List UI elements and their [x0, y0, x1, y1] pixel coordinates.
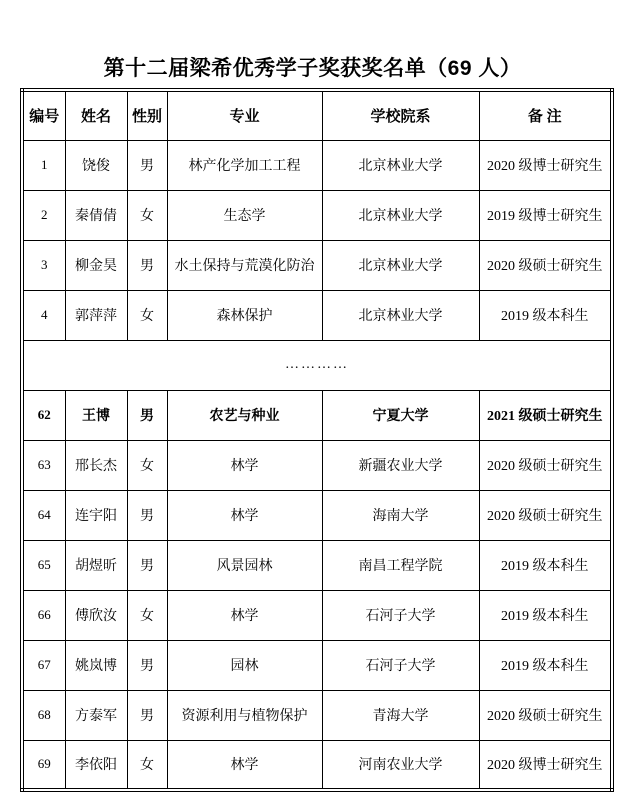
cell-school: 北京林业大学: [322, 240, 479, 290]
award-winners-table: [20, 88, 614, 792]
header-school: 学校院系: [322, 90, 479, 140]
cell-gender: 女: [127, 190, 167, 240]
table-row: [22, 740, 612, 790]
table-row: [22, 690, 612, 740]
cell-gender: 女: [127, 740, 167, 790]
cell-note: 2019 级本科生: [479, 290, 612, 340]
cell-gender: 男: [127, 690, 167, 740]
table-row: [22, 390, 612, 440]
cell-gender: 女: [127, 590, 167, 640]
cell-school: 石河子大学: [322, 590, 479, 640]
cell-major: 园林: [167, 640, 322, 690]
header-major: 专业: [167, 90, 322, 140]
cell-name: 方泰军: [65, 690, 127, 740]
header-gender: 性别: [127, 90, 167, 140]
cell-major: 资源利用与植物保护: [167, 690, 322, 740]
cell-number: 68: [22, 690, 65, 740]
cell-name: 李依阳: [65, 740, 127, 790]
cell-gender: 女: [127, 290, 167, 340]
table-row: [22, 140, 612, 190]
ellipsis-row: [22, 340, 612, 390]
cell-gender: 男: [127, 540, 167, 590]
cell-name: 连宇阳: [65, 490, 127, 540]
cell-number: 2: [22, 190, 65, 240]
table-header-row: [22, 90, 612, 140]
cell-note: 2020 级博士研究生: [479, 740, 612, 790]
cell-major: 林学: [167, 440, 322, 490]
cell-name: 傅欣汝: [65, 590, 127, 640]
header-note: 备 注: [479, 90, 612, 140]
table-row: [22, 240, 612, 290]
cell-note: 2020 级博士研究生: [479, 140, 612, 190]
header-number: 编号: [22, 90, 65, 140]
cell-note: 2020 级硕士研究生: [479, 240, 612, 290]
cell-name: 王博: [65, 390, 127, 440]
cell-name: 秦倩倩: [65, 190, 127, 240]
cell-number: 69: [22, 740, 65, 790]
cell-major: 林学: [167, 490, 322, 540]
table-row: [22, 290, 612, 340]
cell-name: 郭萍萍: [65, 290, 127, 340]
cell-note: 2019 级本科生: [479, 590, 612, 640]
cell-name: 胡煜昕: [65, 540, 127, 590]
cell-major: 林学: [167, 590, 322, 640]
header-name: 姓名: [65, 90, 127, 140]
cell-major: 水土保持与荒漠化防治: [167, 240, 322, 290]
cell-number: 3: [22, 240, 65, 290]
cell-number: 67: [22, 640, 65, 690]
cell-major: 风景园林: [167, 540, 322, 590]
cell-number: 1: [22, 140, 65, 190]
cell-major: 农艺与种业: [167, 390, 322, 440]
cell-name: 姚岚博: [65, 640, 127, 690]
table-row: [22, 490, 612, 540]
cell-number: 66: [22, 590, 65, 640]
cell-note: 2019 级本科生: [479, 540, 612, 590]
table-row: [22, 440, 612, 490]
cell-school: 宁夏大学: [322, 390, 479, 440]
cell-number: 65: [22, 540, 65, 590]
ellipsis-text: …………: [22, 340, 612, 390]
table-row: [22, 190, 612, 240]
cell-school: 北京林业大学: [322, 190, 479, 240]
cell-major: 森林保护: [167, 290, 322, 340]
cell-name: 邢长杰: [65, 440, 127, 490]
cell-school: 海南大学: [322, 490, 479, 540]
cell-note: 2019 级本科生: [479, 640, 612, 690]
table-row: [22, 540, 612, 590]
cell-number: 63: [22, 440, 65, 490]
cell-school: 新疆农业大学: [322, 440, 479, 490]
cell-school: 河南农业大学: [322, 740, 479, 790]
cell-gender: 男: [127, 240, 167, 290]
cell-major: 生态学: [167, 190, 322, 240]
cell-number: 64: [22, 490, 65, 540]
cell-note: 2021 级硕士研究生: [479, 390, 612, 440]
cell-name: 柳金昊: [65, 240, 127, 290]
cell-major: 林学: [167, 740, 322, 790]
cell-school: 青海大学: [322, 690, 479, 740]
cell-note: 2020 级硕士研究生: [479, 690, 612, 740]
page-title: 第十二届梁希优秀学子奖获奖名单（69 人）: [103, 57, 522, 80]
cell-school: 北京林业大学: [322, 290, 479, 340]
cell-gender: 男: [127, 640, 167, 690]
cell-school: 北京林业大学: [322, 140, 479, 190]
cell-gender: 男: [127, 490, 167, 540]
cell-major: 林产化学加工工程: [167, 140, 322, 190]
cell-note: 2020 级硕士研究生: [479, 490, 612, 540]
cell-school: 石河子大学: [322, 640, 479, 690]
table-row: [22, 640, 612, 690]
cell-name: 饶俊: [65, 140, 127, 190]
cell-number: 62: [22, 390, 65, 440]
cell-school: 南昌工程学院: [322, 540, 479, 590]
cell-gender: 男: [127, 390, 167, 440]
cell-gender: 男: [127, 140, 167, 190]
cell-note: 2020 级硕士研究生: [479, 440, 612, 490]
cell-gender: 女: [127, 440, 167, 490]
cell-note: 2019 级博士研究生: [479, 190, 612, 240]
cell-number: 4: [22, 290, 65, 340]
table-row: [22, 590, 612, 640]
